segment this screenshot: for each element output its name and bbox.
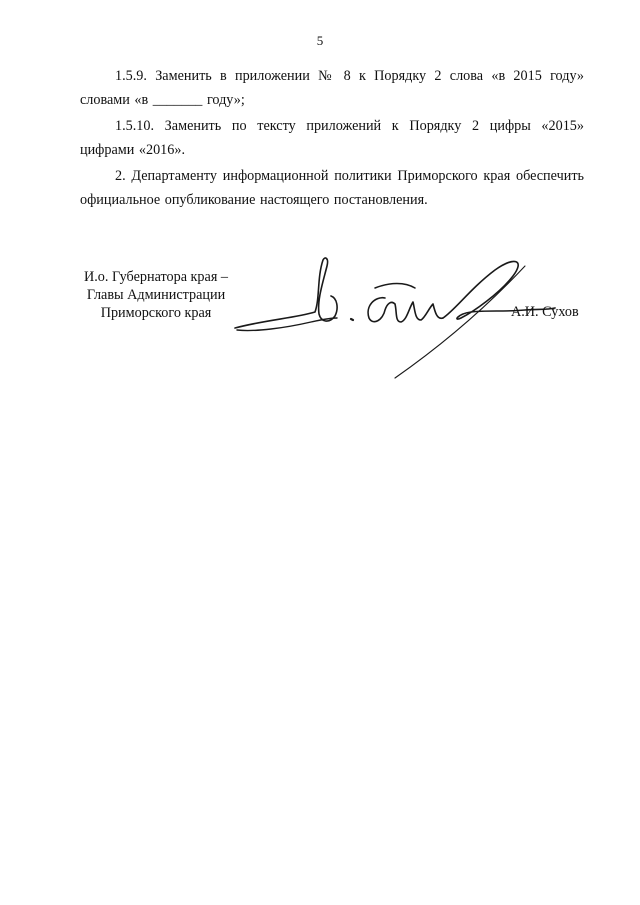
page-number: 5 (316, 33, 324, 48)
paragraph-1-5-10: 1.5.10. Заменить по тексту приложений к Порядку 2 цифры «2015» цифрами «2016». (80, 118, 584, 158)
paragraph-2: 2. Департаменту информационной политики Приморского края обеспечить официальное опубликование настоящего постановления. (80, 168, 584, 208)
signatory-name: А.И. Сухов (511, 304, 579, 320)
position-line: Приморского края (100, 305, 212, 321)
paragraph-1-5-9: 1.5.9. Заменить в приложении № 8 к Порядку 2 слова «в 2015 году» словами «в _______ году»; (80, 68, 584, 108)
position-line: И.о. Губернатора края – (84, 269, 228, 285)
position-line: Главы Администрации (86, 287, 226, 303)
signatory-position (66, 268, 246, 322)
document-body (80, 64, 584, 214)
